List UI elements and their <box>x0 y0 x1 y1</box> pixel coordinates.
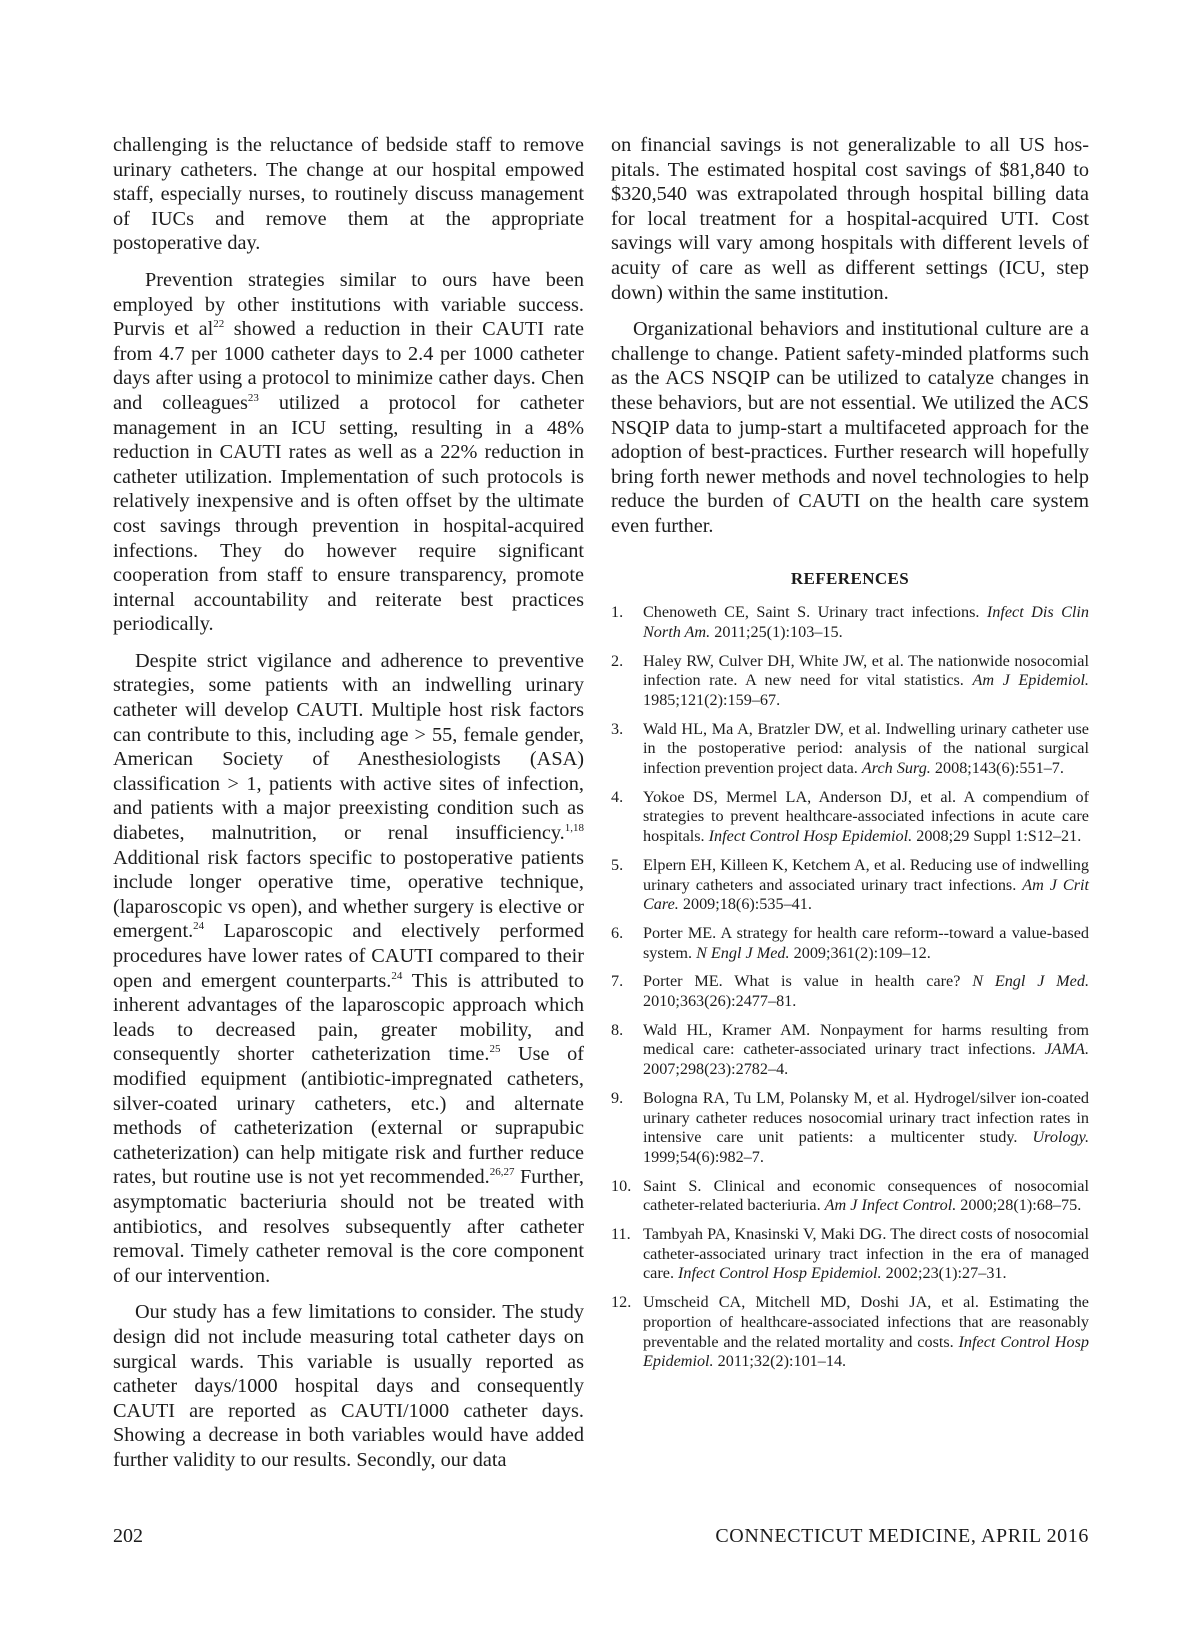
reference-authors-title: Tambyah PA, Knasinski V, Maki DG. The direct costs of nosocomial catheter-associated urinary tract infection in the era of managed care. <box>643 1225 1089 1283</box>
reference-number: 2. <box>611 651 624 670</box>
reference-journal: Infect Control Hosp Epidemiol. <box>678 1264 882 1283</box>
reference-journal: Arch Surg. <box>861 759 931 778</box>
citation-superscript: 22 <box>213 318 225 331</box>
text-run: showed a reduction in their CAUTI rate from 4.7 per 1000 catheter days to 2.4 per 1000 catheter days after using a protocol to minimize cather days. Chen and colleagues <box>113 318 584 414</box>
reference-citation: 2009;361(2):109–12. <box>789 943 931 962</box>
reference-authors-title: Porter ME. A strategy for health care reform--toward a value-based system. <box>643 923 1089 962</box>
text-run: This is attributed to inherent advantages of the laparoscopic approach which leads to decreased pain, greater mobility, and consequently shorter catheterization time. <box>113 969 584 1066</box>
reference-item <box>611 1089 1089 1168</box>
reference-citation: 1985;121(2):159–67. <box>643 690 781 709</box>
reference-item <box>611 1021 1089 1080</box>
reference-journal: Infect Dis Clin North Am. <box>643 603 1089 641</box>
reference-citation: 2008;29 Suppl 1:S12–21. <box>912 827 1082 846</box>
reference-item <box>611 1225 1089 1284</box>
citation-superscript: 24 <box>193 920 205 933</box>
reference-journal: N Engl J Med. <box>972 972 1089 991</box>
reference-authors-title: Porter ME. What is value in health care? <box>643 972 973 991</box>
body-paragraph <box>113 268 584 637</box>
citation-superscript: 24 <box>391 969 403 982</box>
reference-authors-title: Haley RW, Culver DH, White JW, et al. The nationwide nosocomial infection rate. A new need for vital statistics. <box>643 651 1089 690</box>
reference-citation: 2002;23(1):27–31. <box>881 1264 1007 1283</box>
reference-journal: Infect Control Hosp Epidemiol. <box>643 1332 1089 1371</box>
body-paragraph: Organizational behaviors and institutional culture are a challenge to change. Patient safety-minded platforms such as the ACS NSQIP can be utilized to catalyze changes in these behaviors, but are not essential. We utilized the ACS NSQIP data to jump-start a multifaceted approach for the adoption of best-practices. Further research will hopefully bring forth newer methods and novel technologies to help reduce the burden of CAUTI on the health care system even further. <box>611 318 1089 537</box>
reference-number: 1. <box>611 603 624 622</box>
reference-number: 7. <box>611 972 624 991</box>
reference-citation: 2009;18(6):535–41. <box>678 895 812 914</box>
reference-item <box>611 720 1089 779</box>
references-list <box>611 603 1089 1372</box>
reference-number: 3. <box>611 719 624 738</box>
body-paragraph <box>113 649 584 1288</box>
body-paragraph: challenging is the reluctance of bedside staff to remove urinary catheters. The change at our hospital empowed staff, especially nurses, to routinely discuss management of IUCs and remove them at the appropriate postoperative day. <box>113 134 584 255</box>
reference-authors-title: Wald HL, Kramer AM. Nonpayment for harms resulting from medical care: catheter-associated urinary tract infections. <box>643 1020 1089 1059</box>
citation-superscript: 25 <box>489 1043 501 1056</box>
text-run: utilized a protocol for catheter management in an ICU setting, resulting in a 48% reduction in CAUTI rates as well as a 22% reduction in catheter utilization. Implementation of such protocols is relatively inexpensive and is often offset by the ultimate cost savings through prevention in hospital-acquired infections. They do however require significant cooperation from staff to ensure transparency, promote internal accountability and reiterate best practices periodically. <box>113 391 584 636</box>
reference-item <box>611 972 1089 1011</box>
running-footer: CONNECTICUT MEDICINE, APRIL 2016 <box>715 1525 1089 1547</box>
body-paragraph: on financial savings is not generalizable to all US hospitals. The estimated hospital cost savings of $81,840 to $320,540 was extrapolated through hospital billing data for local treatment for a hospital-acquired UTI. Cost savings will vary among hospitals with different levels of acuity of care as well as different settings (ICU, step down) within the same institution. <box>611 134 1089 304</box>
reference-citation: 2011;32(2):101–14. <box>713 1352 847 1371</box>
citation-superscript: 1,18 <box>564 822 584 835</box>
text-run: Further, asymptomatic bacteriuria should not be treated with antibiotics, and resolves subsequently after catheter removal. Timely catheter removal is the core component of our intervention. <box>113 1166 584 1287</box>
right-column <box>611 133 1089 1381</box>
reference-authors-title: Chenoweth CE, Saint S. Urinary tract infections. <box>643 603 987 622</box>
reference-authors-title: Saint S. Clinical and economic consequences of nosocomial catheter-related bacteriuria. <box>643 1176 1089 1215</box>
reference-number: 5. <box>611 855 624 874</box>
text-run: Laparoscopic and electively performed procedures have lower rates of CAUTI compared to their open and emergent counterparts. <box>113 920 584 992</box>
reference-journal: N Engl J Med. <box>696 943 790 962</box>
reference-authors-title: Wald HL, Ma A, Bratzler DW, et al. Indwelling urinary catheter use in the postoperative period: analysis of the national surgical infection prevention project data. <box>643 719 1089 778</box>
reference-authors-title: Yokoe DS, Mermel LA, Anderson DJ, et al. A compendium of strategies to prevent healthcare-associated infections in acute care hospitals. <box>643 787 1089 846</box>
citation-superscript: 26,27 <box>489 1166 515 1179</box>
reference-citation: 2007;298(23):2782–4. <box>643 1060 789 1079</box>
reference-citation: 1999;54(6):982–7. <box>643 1147 764 1166</box>
reference-number: 10. <box>611 1176 632 1195</box>
reference-item <box>611 1177 1089 1216</box>
reference-number: 11. <box>611 1225 631 1244</box>
left-column <box>113 133 584 1484</box>
reference-number: 4. <box>611 787 624 806</box>
reference-number: 6. <box>611 923 624 942</box>
reference-journal: Am J Epidemiol. <box>972 671 1089 690</box>
reference-number: 8. <box>611 1020 624 1039</box>
reference-citation: 2011;25(1):103–15. <box>710 622 843 641</box>
reference-journal: Urology. <box>1032 1128 1089 1147</box>
text-run: Prevention strategies similar to ours have been employed by other institutions with variable success. Purvis et al <box>113 268 584 341</box>
reference-authors-title: Elpern EH, Killeen K, Ketchem A, et al. Reducing use of indwelling urinary catheters and associated urinary tract infections. <box>643 855 1089 894</box>
page-number: 202 <box>113 1525 143 1547</box>
text-run: Despite strict vigilance and adherence to preventive strategies, some patients with an indwelling urinary catheter will develop CAUTI. Multiple host risk factors can contribute to this, including age > 55, female gender, American Society of Anesthesiologists (ASA) classification > 1, patients with active sites of infection, and patients with a major preexisting condition such as diabetes, malnutrition, or renal insufficiency. <box>113 649 584 845</box>
reference-journal: Infect Control Hosp Epidemiol. <box>708 827 913 846</box>
reference-item <box>611 856 1089 915</box>
reference-item <box>611 652 1089 711</box>
text-run: Use of modified equipment (antibiotic-impregnated catheters, silver-coated urinary catheters, etc.) and alternate methods of catheterization (external or suprapubic catheterization) can help mitigate risk and further reduce rates, but routine use is not yet recommended. <box>113 1043 584 1189</box>
reference-journal: JAMA. <box>1044 1040 1089 1059</box>
reference-citation: 2000;28(1):68–75. <box>956 1196 1082 1215</box>
reference-number: 12. <box>611 1293 632 1312</box>
reference-citation: 2008;143(6):551–7. <box>930 759 1064 778</box>
reference-journal: Am J Crit Care. <box>643 875 1089 914</box>
body-paragraph: Our study has a few limitations to consider. The study design did not include measuring total catheter days on surgical wards. This variable is usually reported as catheter days/1000 hospital days and consequently CAUTI are reported as CAUTI/1000 catheter days. Showing a decrease in both variables would have added further validity to our results. Secondly, our data <box>113 1301 584 1471</box>
reference-authors-title: Umscheid CA, Mitchell MD, Doshi JA, et al. Estimating the proportion of healthcare-associated infections that are reasonably preventable and the related mortality and costs. <box>643 1293 1089 1351</box>
reference-item <box>611 924 1089 963</box>
reference-journal: Am J Infect Control. <box>824 1196 957 1215</box>
reference-authors-title: Bologna RA, Tu LM, Polansky M, et al. Hydrogel/silver ion-coated urinary catheter reduces nosocomial urinary tract infection rates in intensive care unit patients: a multicenter study. <box>643 1088 1089 1147</box>
references-heading: REFERENCES <box>790 568 910 588</box>
citation-superscript: 23 <box>247 391 259 404</box>
reference-citation: 2010;363(26):2477–81. <box>643 992 797 1011</box>
reference-item <box>611 1293 1089 1372</box>
reference-item <box>611 788 1089 847</box>
reference-item <box>611 603 1089 642</box>
reference-number: 9. <box>611 1088 624 1107</box>
text-run: Additional risk factors specific to postoperative patients include longer operative time, operative technique, (laparoscopic vs open), and whether surgery is elective or emergent. <box>113 846 584 943</box>
